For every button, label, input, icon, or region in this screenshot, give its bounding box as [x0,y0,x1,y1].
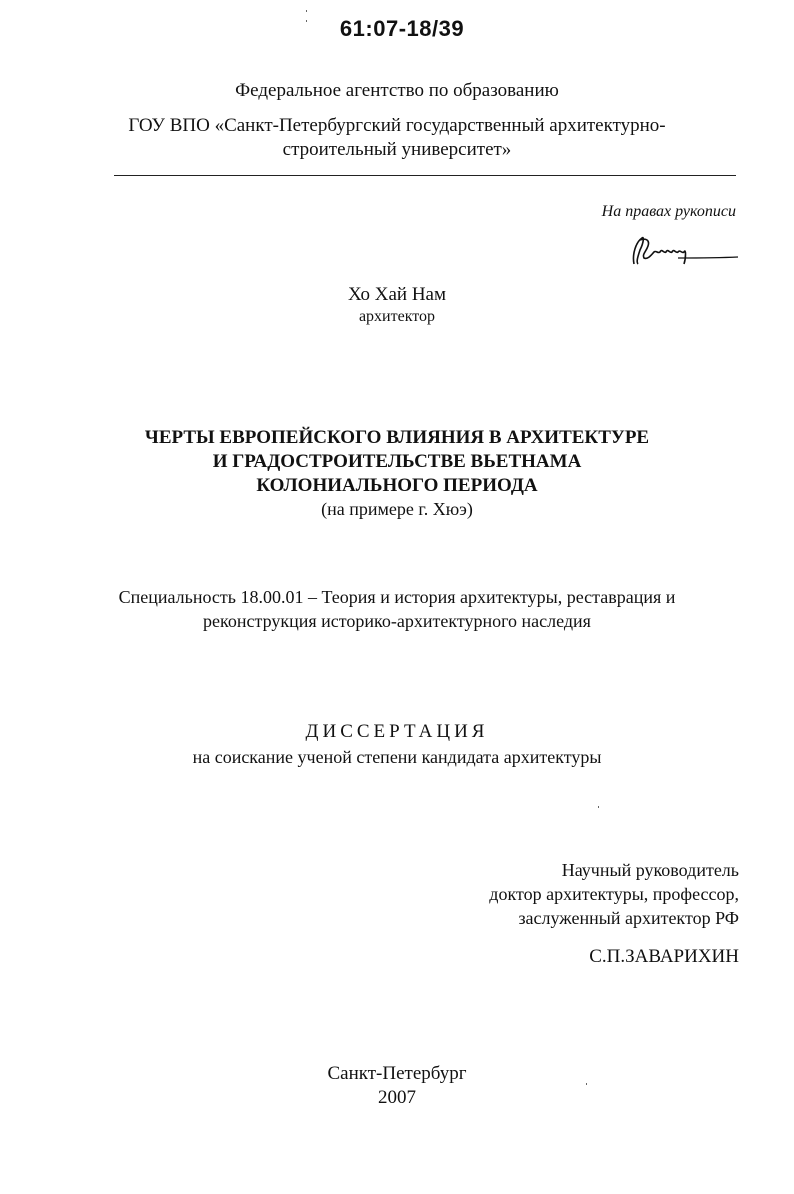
dissertation-heading: ДИССЕРТАЦИЯ [305,721,489,742]
title-line: ЧЕРТЫ ЕВРОПЕЙСКОГО ВЛИЯНИЯ В АРХИТЕКТУРЕ [144,427,650,448]
catalog-number: 61:07-18/39 [339,16,465,41]
scan-speck [306,10,307,12]
signature [626,228,740,272]
advisor-honor: заслуженный архитектор РФ [518,908,739,928]
title-line: И ГРАДОСТРОИТЕЛЬСТВЕ ВЬЕТНАМА [212,451,582,472]
header-divider [114,175,736,176]
city: Санкт-Петербург [327,1063,467,1084]
dissertation-purpose: на соискание ученой степени кандидата архитектуры [192,747,602,767]
author-name: Хо Хай Нам [347,284,447,305]
specialty-line: Специальность 18.00.01 – Теория и история архитектуры, реставрация и [118,587,676,607]
advisor-degree: доктор архитектуры, профессор, [489,884,739,904]
university-name-line2: строительный университет» [282,139,512,160]
specialty [0,585,794,633]
title-line: КОЛОНИАЛЬНОГО ПЕРИОДА [256,475,538,496]
manuscript-rights: На правах рукописи [601,203,736,220]
scan-speck [598,806,599,808]
advisor-label: Научный руководитель [561,860,739,880]
dissertation-title [0,426,794,498]
university-name-line1: ГОУ ВПО «Санкт-Петербургский государственный архитектурно- [128,115,666,136]
title-subtitle: (на примере г. Хюэ) [321,499,473,519]
specialty-line: реконструкция историко-архитектурного наследия [203,611,591,631]
author-role: архитектор [358,308,436,325]
year: 2007 [378,1087,416,1108]
advisor-name: С.П.ЗАВАРИХИН [589,946,739,967]
advisor-block [489,858,739,930]
place-and-year [0,1062,794,1110]
agency-name: Федеральное агентство по образованию [235,80,559,101]
